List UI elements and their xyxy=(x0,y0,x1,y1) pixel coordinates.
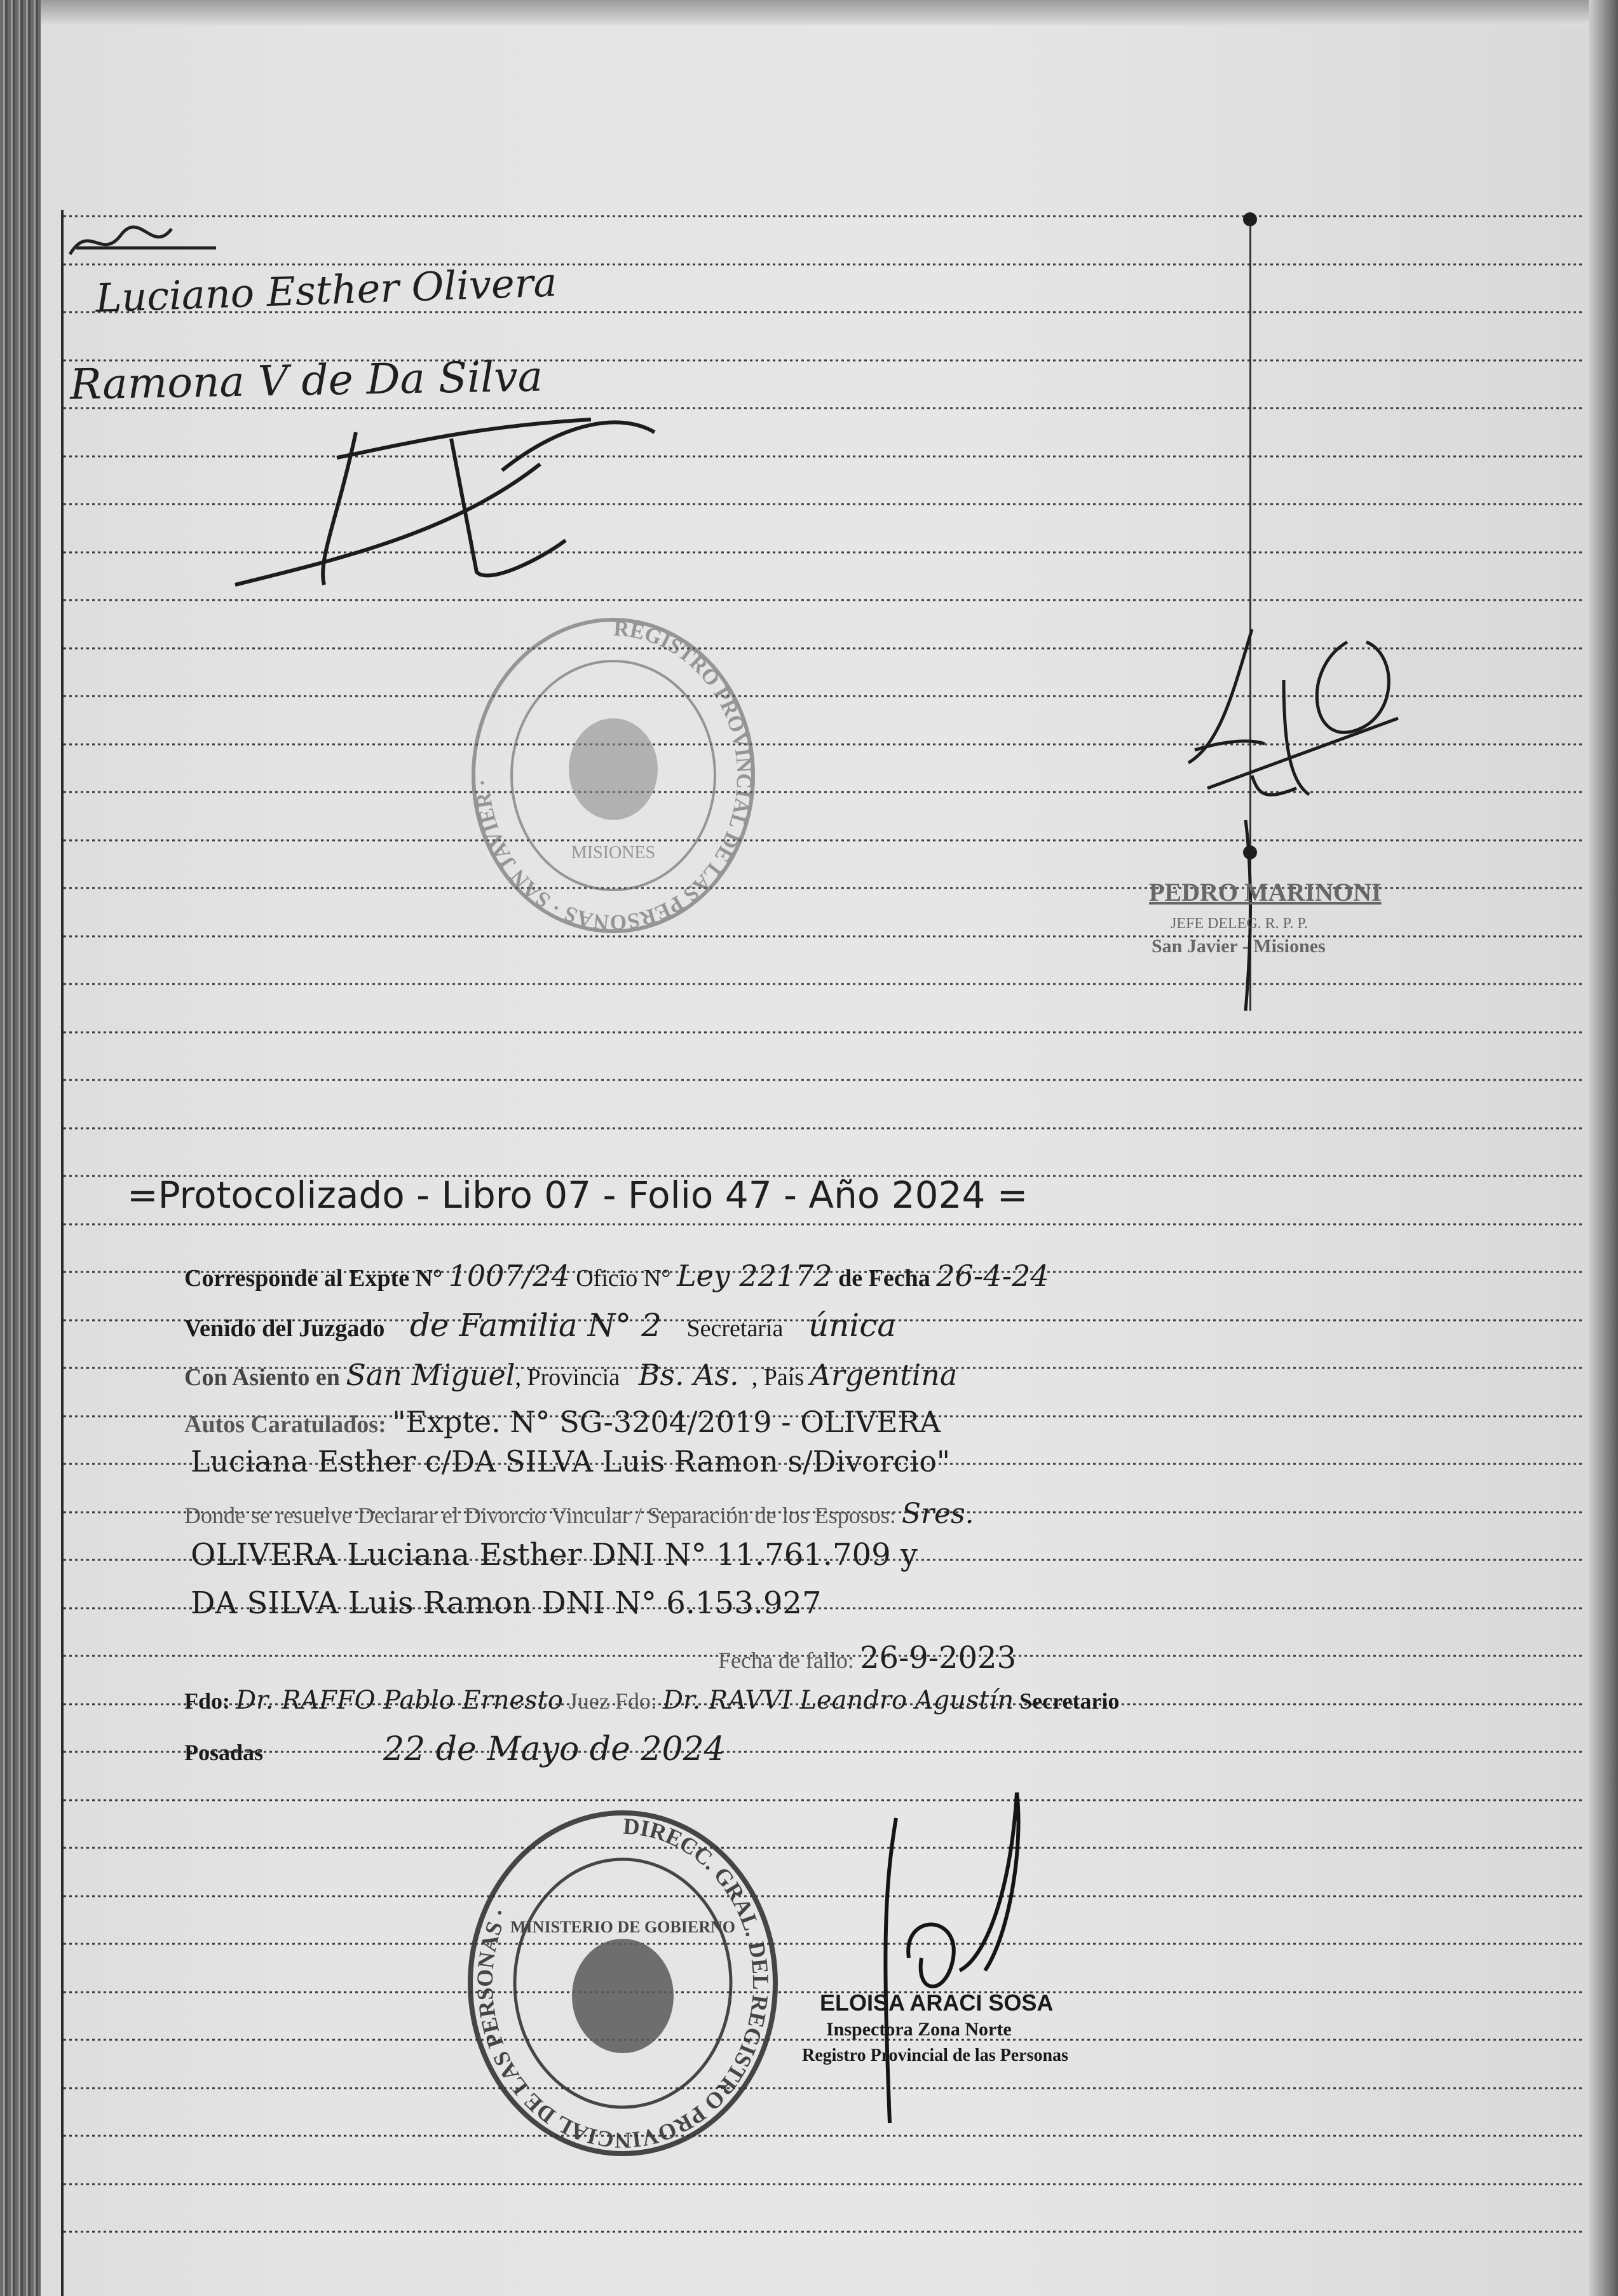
label-fecha: de Fecha xyxy=(838,1265,930,1292)
value-juzgado: de Familia N° 2 xyxy=(409,1307,662,1344)
signature-big-top xyxy=(210,394,667,604)
form-row-resuelve xyxy=(184,1498,974,1530)
value-juez: Dr. RAFFO Pablo Ernesto xyxy=(236,1686,563,1715)
value-oficio: Ley 22172 xyxy=(676,1259,833,1293)
signature-right xyxy=(1157,617,1449,1030)
label-autos: Autos Caratulados: xyxy=(184,1411,386,1438)
value-expte: 1007/24 xyxy=(448,1259,570,1293)
value-fallo: 26-9-2023 xyxy=(859,1640,1017,1676)
label-expte: Corresponde al Expte N° xyxy=(184,1265,443,1292)
official-top-place: San Javier - Misiones xyxy=(1152,936,1326,957)
margin-dot xyxy=(1243,212,1257,226)
stamp-direccion-registro xyxy=(464,1805,782,2161)
form-row-firmas xyxy=(184,1686,1119,1715)
official-bottom-place: Registro Provincial de las Personas xyxy=(802,2046,1068,2065)
signature-line-2: Ramona V de Da Silva xyxy=(69,352,543,409)
label-provincia: Provincia xyxy=(527,1364,620,1391)
signature-bottom xyxy=(845,1767,1049,2136)
value-provincia: Bs. As. xyxy=(638,1358,739,1392)
label-pais: País xyxy=(763,1364,805,1391)
value-autos-2: Luciana Esther c/DA SILVA Luis Ramon s/Divorcio" xyxy=(191,1444,951,1479)
label-asiento: Con Asiento en xyxy=(184,1364,340,1391)
form-row-posadas xyxy=(184,1730,725,1768)
stamp-top-inner-text: MISIONES xyxy=(571,843,656,863)
protocol-line: =Protocolizado - Libro 07 - Folio 47 - Año 2024 = xyxy=(127,1173,1028,1217)
label-posadas: Posadas xyxy=(184,1740,264,1765)
value-secretaria: única xyxy=(808,1307,897,1344)
value-esposa: OLIVERA Luciana Esther DNI N° 11.761.709 y xyxy=(191,1537,918,1573)
label-resuelve: Donde se resuelve Declarar el Divorcio Vincular / Separación de los Esposos: xyxy=(184,1503,896,1528)
official-top-title: JEFE DELEG. R. P. P. xyxy=(1171,915,1309,932)
stamp-bottom-inner-text: MINISTERIO DE GOBIERNO xyxy=(510,1918,735,1936)
form-row-juzgado xyxy=(184,1307,896,1344)
label-juez: Juez Fdo: xyxy=(568,1688,657,1714)
label-juzgado: Venido del Juzgado xyxy=(184,1315,385,1342)
label-fdo-juez: Fdo: xyxy=(184,1688,230,1714)
form-row-asiento: Con Asiento en San Miguel, Provincia Bs. As. , País Argentina xyxy=(184,1358,958,1392)
stamp-bottom-ring-text: DIRECC. GRAL. DEL REGISTRO PROVINCIAL DE LAS PERSONAS · xyxy=(472,1813,774,2154)
signature-line-1: Luciano Esther Olivera xyxy=(94,259,558,322)
signature-scribble-top xyxy=(64,210,229,273)
official-top-name: PEDRO MARINONI xyxy=(1149,878,1382,906)
value-autos-1: "Expte. N° SG-3204/2019 - OLIVERA xyxy=(392,1405,941,1439)
value-esposo: DA SILVA Luis Ramon DNI N° 6.153.927 xyxy=(191,1585,822,1621)
official-bottom-title: Inspectora Zona Norte xyxy=(826,2019,1012,2040)
value-posadas-fecha: 22 de Mayo de 2024 xyxy=(383,1730,725,1768)
form-row-expediente xyxy=(184,1259,1049,1293)
official-bottom-name: ELOISA ARACI SOSA xyxy=(820,1990,1054,2016)
value-fecha: 26-4-24 xyxy=(936,1259,1049,1293)
label-oficio: Oficio N° xyxy=(576,1265,671,1292)
form-row-autos xyxy=(184,1405,941,1439)
stamp-top-ring-text: REGISTRO PROVINCIAL DE LAS PERSONAS · SAN JAVIER · xyxy=(470,617,756,934)
label-secretario: Secretario xyxy=(1019,1688,1120,1714)
value-secretario: Dr. RAVVI Leandro Agustín xyxy=(662,1686,1014,1715)
value-resuelve: Sres. xyxy=(901,1498,974,1530)
form-row-fallo xyxy=(718,1640,1016,1676)
label-secretaria: Secretaría xyxy=(686,1315,784,1342)
left-margin-line xyxy=(61,210,64,2296)
value-asiento: San Miguel xyxy=(346,1358,515,1392)
label-fallo: Fecha de fallo: xyxy=(718,1648,854,1673)
stamp-registro-san-javier xyxy=(464,610,763,941)
value-pais: Argentina xyxy=(810,1358,958,1392)
